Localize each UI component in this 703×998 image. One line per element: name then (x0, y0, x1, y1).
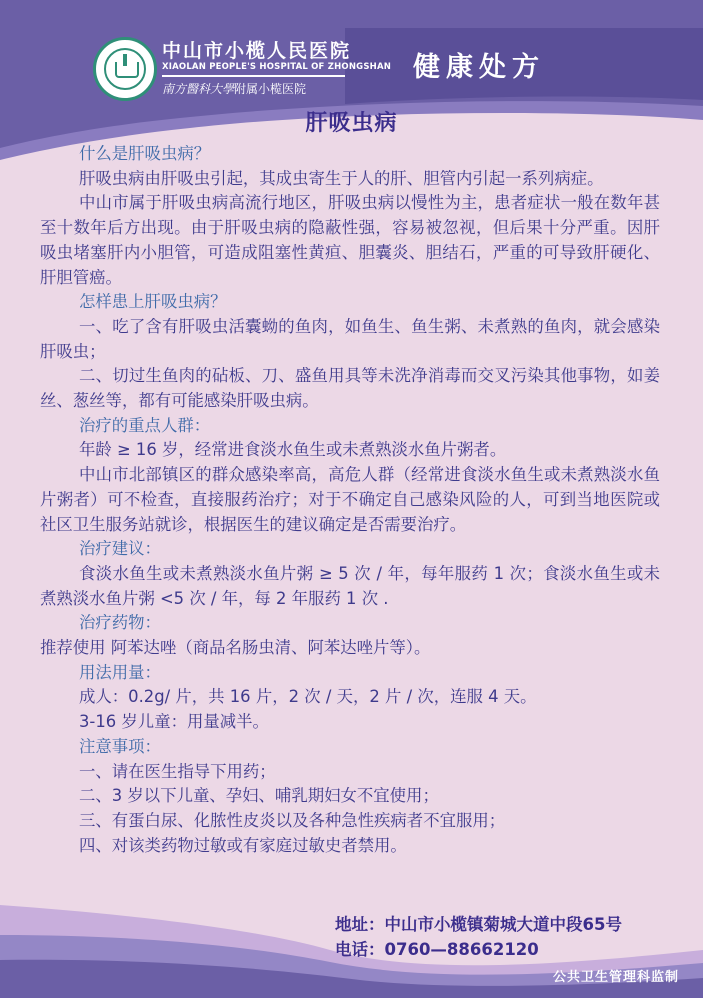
paragraph: 3-16 岁儿童：用量减半。 (79, 712, 269, 732)
paragraph: 三、有蛋白尿、化脓性皮炎以及各种急性疾病者不宜服用； (79, 810, 506, 830)
section-heading: 治疗药物： (79, 613, 161, 633)
paragraph: 二、切过生鱼肉的砧板、刀、盛鱼用具等未洗净消毒而交叉污染其他事物，如姜丝、葱丝等，都有可能感染肝吸虫病。 (40, 366, 660, 411)
footer-contact (335, 912, 622, 962)
section-heading: 用法用量： (79, 662, 161, 682)
header-divider (162, 75, 345, 77)
paragraph: 中山市属于肝吸虫病高流行地区，肝吸虫病以慢性为主，患者症状一般在数年甚至十数年后方出现。由于肝吸虫病的隐蔽性强，容易被忽视，但后果十分严重。因肝吸虫堵塞肝内小胆管，可造成阻塞性黄疸、胆囊炎、胆结石，严重的可导致肝硬化、肝胆管癌。 (40, 193, 660, 287)
paragraph: 中山市北部镇区的群众感染率高，高危人群（经常进食淡水鱼生或未煮熟淡水鱼片粥者）可不检查，直接服药治疗；对于不确定自己感染风险的人，可到当地医院或社区卫生服务站就诊，根据医生的建议确定是否需要治疗。 (40, 465, 660, 534)
paragraph: 推荐使用 阿苯达唑（商品名肠虫清、阿苯达唑片等）。 (40, 638, 431, 658)
paragraph: 二、3 岁以下儿童、孕妇、哺乳期妇女不宜使用； (79, 786, 439, 806)
paragraph: 食淡水鱼生或未煮熟淡水鱼片粥 ≥ 5 次 / 年，每年服药 1 次；食淡水鱼生或未煮熟淡水鱼片粥 <5 次 / 年，每 2 年服药 1 次 . (40, 563, 660, 608)
paragraph: 成人：0.2g/ 片，共 16 片，2 次 / 天，2 片 / 次，连服 4 天。 (79, 687, 537, 707)
paragraph: 年龄 ≥ 16 岁，经常进食淡水鱼生或未煮熟淡水鱼片粥者。 (79, 440, 507, 460)
hospital-name-cn: 中山市小榄人民医院 (162, 40, 352, 62)
banner-title: 健康处方 (413, 52, 545, 83)
paragraph: 肝吸虫病由肝吸虫引起，其成虫寄生于人的肝、胆管内引起一系列病症。 (79, 168, 604, 188)
paragraph: 一、请在医生指导下用药； (79, 761, 276, 781)
header (0, 0, 703, 110)
paragraph: 四、对该类药物过敏或有家庭过敏史者禁用。 (79, 835, 407, 855)
affiliation-university: 南方醫科大學 (162, 82, 235, 96)
footer-supervisor: 公共卫生管理科监制 (552, 970, 679, 985)
document-title: 肝吸虫病 (305, 111, 398, 136)
hospital-name-en: XIAOLAN PEOPLE'S HOSPITAL OF ZHONGSHAN (162, 62, 392, 72)
section-heading: 怎样患上肝吸虫病？ (79, 292, 227, 312)
affiliation-branch: 附属小榄医院 (234, 82, 307, 96)
footer-address: 地址：中山市小榄镇菊城大道中段65号 (335, 915, 622, 934)
section-heading: 注意事项： (79, 736, 161, 756)
document-body (40, 142, 660, 858)
hospital-logo-icon (93, 37, 157, 101)
section-heading: 什么是肝吸虫病？ (79, 144, 211, 163)
hospital-affiliation (162, 80, 306, 97)
paragraph: 一、吃了含有肝吸虫活囊蚴的鱼肉，如鱼生、鱼生粥、未煮熟的鱼肉，就会感染肝吸虫； (40, 316, 660, 361)
section-heading: 治疗的重点人群： (79, 415, 211, 435)
section-heading: 治疗建议： (79, 539, 161, 559)
footer-phone: 电话：0760—88662120 (335, 940, 539, 959)
